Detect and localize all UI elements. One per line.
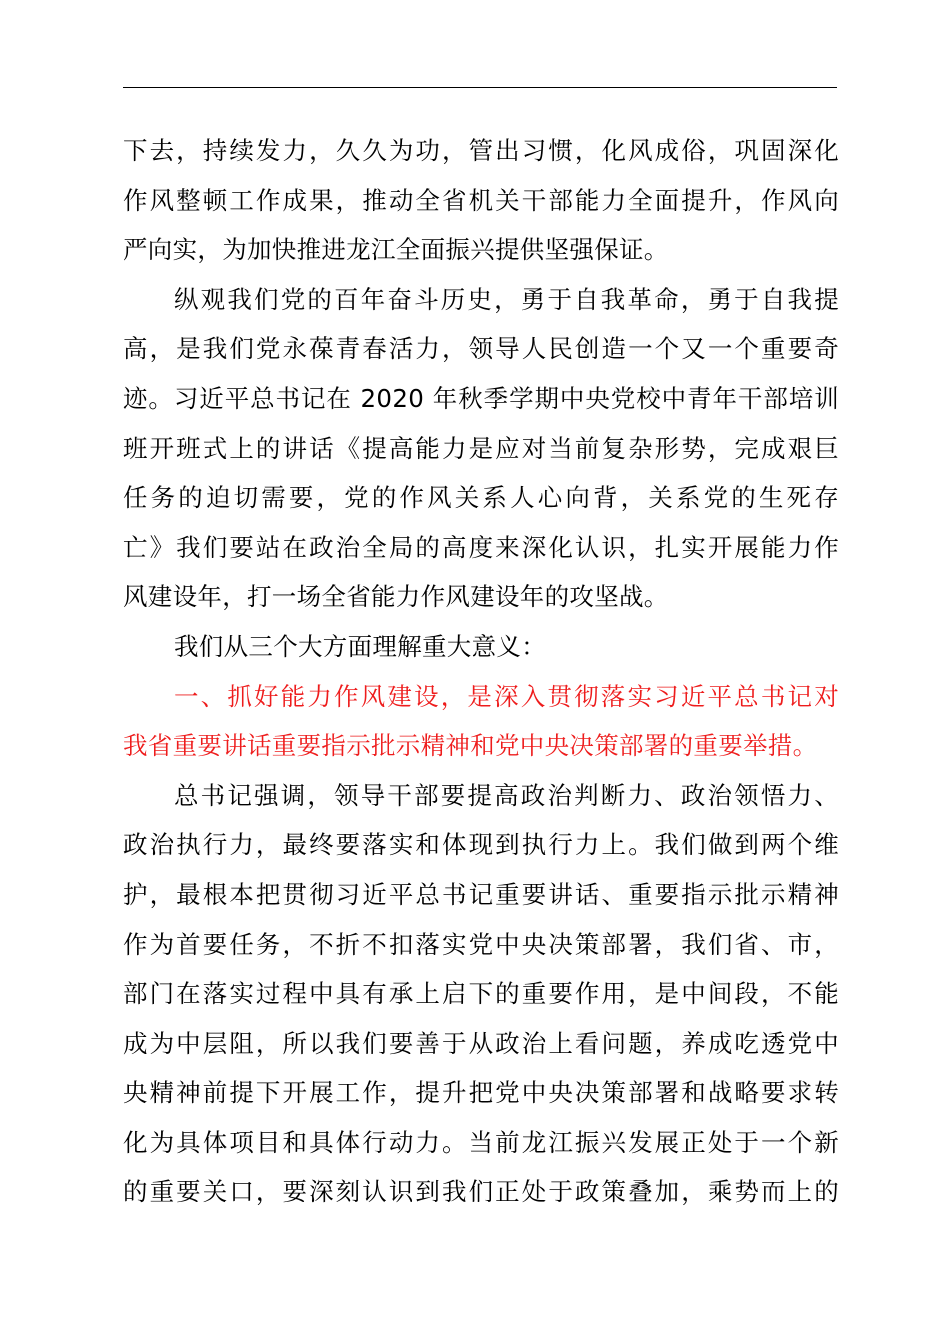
paragraph-line: 护，最根本把贯彻习近平总书记重要讲话、重要指示批示精神: [123, 879, 839, 909]
paragraph-line: 迹。习近平总书记在 2020 年秋季学期中央党校中青年干部培训: [123, 383, 839, 413]
paragraph-line: 政治执行力，最终要落实和体现到执行力上。我们做到两个维: [123, 830, 839, 860]
paragraph-line: 纵观我们党的百年奋斗历史，勇于自我革命，勇于自我提: [174, 284, 839, 314]
paragraph-line: 我们从三个大方面理解重大意义：: [174, 631, 546, 661]
document-body: [123, 126, 839, 1217]
paragraph-line: 总书记强调，领导干部要提高政治判断力、政治领悟力、: [174, 780, 839, 810]
paragraph-line: 严向实，为加快推进龙江全面振兴提供坚强保证。: [123, 235, 669, 265]
paragraph-line: 风建设年，打一场全省能力作风建设年的攻坚战。: [123, 582, 669, 612]
paragraph-line: 成为中层阻，所以我们要善于从政治上看问题，养成吃透党中: [123, 1028, 839, 1058]
paragraph-line: 高，是我们党永葆青春活力，领导人民创造一个又一个重要奇: [123, 334, 839, 364]
paragraph-line: 亡》我们要站在政治全局的高度来深化认识，扎实开展能力作: [123, 532, 839, 562]
section-heading-line: 我省重要讲话重要指示批示精神和党中央决策部署的重要举措。: [123, 731, 818, 761]
section-heading-line: 一、抓好能力作风建设，是深入贯彻落实习近平总书记对: [174, 681, 839, 711]
paragraph-line: 央精神前提下开展工作，提升把党中央决策部署和战略要求转: [123, 1078, 839, 1108]
paragraph-line: 任务的迫切需要，党的作风关系人心向背，关系党的生死存: [123, 483, 839, 513]
paragraph-line: 作风整顿工作成果，推动全省机关干部能力全面提升，作风向: [123, 185, 839, 215]
paragraph-line: 部门在落实过程中具有承上启下的重要作用，是中间段，不能: [123, 979, 839, 1009]
paragraph-line: 化为具体项目和具体行动力。当前龙江振兴发展正处于一个新: [123, 1127, 839, 1157]
paragraph-line: 下去，持续发力，久久为功，管出习惯，化风成俗，巩固深化: [123, 136, 839, 165]
paragraph-line: 作为首要任务，不折不扣落实党中央决策部署，我们省、市，: [123, 929, 839, 959]
paragraph-line: 班开班式上的讲话《提高能力是应对当前复杂形势，完成艰巨: [123, 433, 839, 463]
header-rule: [123, 87, 837, 88]
paragraph-line: 的重要关口，要深刻认识到我们正处于政策叠加，乘势而上的: [123, 1177, 839, 1207]
